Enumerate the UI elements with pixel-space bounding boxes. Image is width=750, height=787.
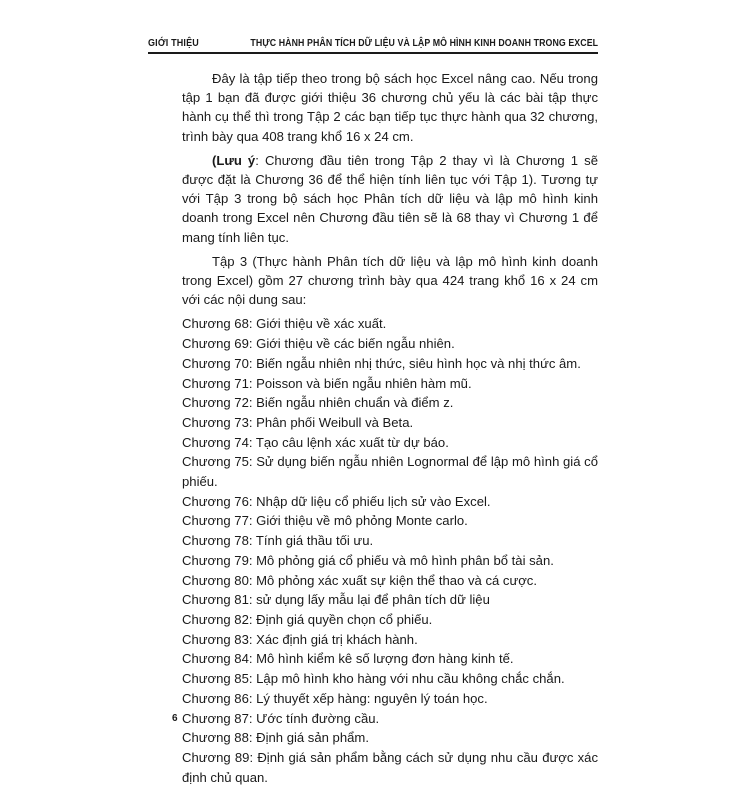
running-header bbox=[148, 36, 598, 58]
chapter-item: Chương 70: Biến ngẫu nhiên nhị thức, siêu hình học và nhị thức âm. bbox=[182, 355, 581, 371]
chapter-item: Chương 85: Lập mô hình kho hàng với nhu cầu không chắc chắn. bbox=[182, 671, 565, 687]
chapter-item: Chương 82: Định giá quyền chọn cổ phiếu. bbox=[182, 611, 433, 627]
page-number: 6 bbox=[172, 713, 178, 724]
chapter-item: Chương 79: Mô phỏng giá cổ phiếu và mô hình phân bổ tài sản. bbox=[182, 552, 554, 568]
chapter-item: Chương 81: sử dụng lấy mẫu lại để phân tích dữ liệu bbox=[182, 592, 490, 608]
chapter-list bbox=[182, 314, 598, 787]
intro-paragraph: Đây là tập tiếp theo trong bộ sách học Excel nâng cao. Nếu trong tập 1 bạn đã được giới thiệu 36 chương chủ yếu là các bài tập thực hành cụ thể thì trong Tập 2 các bạn tiếp tục thực hành qua 32 chương, trình bày qua 408 trang khổ 16 x 24 cm. bbox=[182, 71, 598, 144]
note-label: (Lưu ý bbox=[212, 152, 256, 168]
chapter-item: Chương 83: Xác định giá trị khách hành. bbox=[182, 631, 418, 647]
chapter-item: Chương 88: Định giá sản phẩm. bbox=[182, 730, 369, 746]
chapter-item: Chương 78: Tính giá thầu tối ưu. bbox=[182, 533, 374, 549]
chapter-item: Chương 69: Giới thiệu về các biến ngẫu nhiên. bbox=[182, 336, 455, 352]
section-title: GIỚI THIỆU bbox=[148, 38, 199, 49]
chapter-item: Chương 73: Phân phối Weibull và Beta. bbox=[182, 414, 414, 430]
chapter-item: Chương 71: Poisson và biến ngẫu nhiên hàm mũ. bbox=[182, 375, 472, 391]
chapter-item: Chương 72: Biến ngẫu nhiên chuẩn và điểm z. bbox=[182, 395, 454, 411]
note-text: : Chương đầu tiên trong Tập 2 thay vì là Chương 1 sẽ được đặt là Chương 36 để thể hiện tính liên tục với Tập 1). Tương tự với Tập 3 trong bộ sách học Phân tích dữ liệu và lập mô hình kinh doanh trong Excel nên Chương đầu tiên sẽ là 68 thay vì Chương 1 để mang tính liên tục. bbox=[182, 152, 598, 245]
chapter-item: Chương 75: Sử dụng biến ngẫu nhiên Lognormal để lập mô hình giá cổ phiếu. bbox=[182, 454, 598, 490]
chapter-item: Chương 89: Định giá sản phẩm bằng cách sử dụng nhu cầu được xác định chủ quan. bbox=[182, 749, 598, 785]
volume-paragraph: Tập 3 (Thực hành Phân tích dữ liệu và lập mô hình kinh doanh trong Excel) gồm 27 chương trình bày qua 424 trang khổ 16 x 24 cm với các nội dung sau: bbox=[182, 253, 598, 308]
chapter-item: Chương 68: Giới thiệu về xác xuất. bbox=[182, 316, 387, 332]
chapter-item: Chương 87: Ước tính đường cầu. bbox=[182, 710, 380, 726]
book-title: THỰC HÀNH PHÂN TÍCH DỮ LIỆU VÀ LẬP MÔ HÌNH KINH DOANH TRONG EXCEL bbox=[250, 38, 598, 49]
chapter-item: Chương 84: Mô hình kiểm kê số lượng đơn hàng kinh tế. bbox=[182, 651, 514, 667]
page-body bbox=[182, 69, 598, 787]
chapter-item: Chương 80: Mô phỏng xác xuất sự kiện thể thao và cá cược. bbox=[182, 572, 537, 588]
chapter-item: Chương 77: Giới thiệu về mô phỏng Monte carlo. bbox=[182, 513, 468, 529]
note-paragraph bbox=[182, 151, 598, 247]
chapter-item: Chương 76: Nhập dữ liệu cổ phiếu lịch sử vào Excel. bbox=[182, 493, 491, 509]
chapter-item: Chương 86: Lý thuyết xếp hàng: nguyên lý toán học. bbox=[182, 690, 488, 706]
header-divider bbox=[148, 52, 598, 54]
chapter-item: Chương 74: Tạo câu lệnh xác xuất từ dự báo. bbox=[182, 434, 449, 450]
